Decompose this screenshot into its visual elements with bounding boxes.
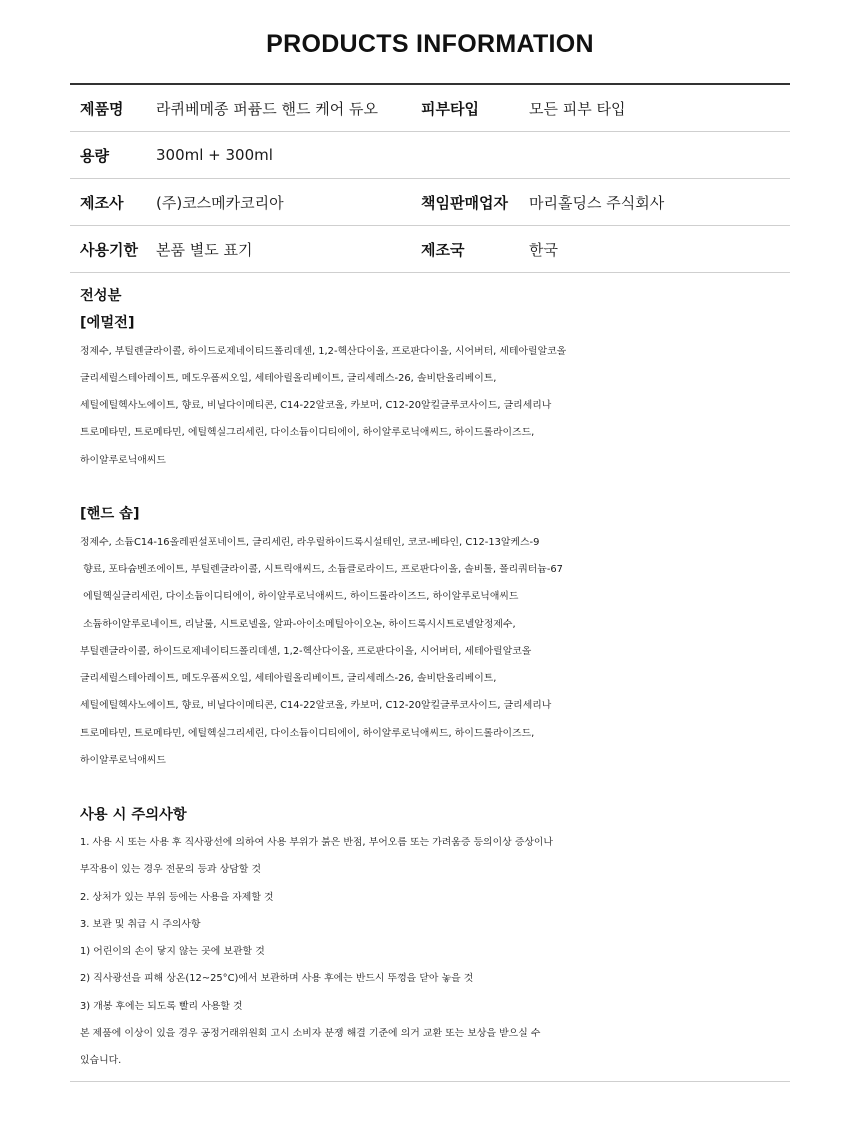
ingredient-line: 글리세릴스테아레이트, 메도우폼씨오일, 세테아릴올리베이트, 글리세레스-26, 솔비탄올리베이트,: [80, 673, 497, 685]
caution-list: [80, 829, 790, 1075]
table-row: [70, 85, 790, 132]
caution-line: 2) 직사광선을 피해 상온(12~25°C)에서 보관하며 사용 후에는 반드시 뚜껑을 닫아 놓을 것: [80, 973, 474, 985]
label-volume: 용량: [80, 146, 109, 165]
ingredient-line: 트로메타민, 트로메타민, 에틸헥실그리세린, 다이소듐이디티에이, 하이알루로닉애씨드, 하이드롤라이즈드,: [80, 727, 535, 739]
label-distributor: 책임판매업자: [421, 193, 508, 212]
emulsion-ingredients: [80, 338, 790, 474]
caution-line: 1) 어린이의 손이 닿지 않는 곳에 보관할 것: [80, 946, 265, 958]
table-row: [70, 179, 790, 226]
caution-line: 본 제품에 이상이 있을 경우 공정거래위원회 고시 소비자 분쟁 해결 기준에 의거 교환 또는 보상을 받으실 수: [80, 1028, 541, 1040]
value-product-name: 라퀴베메종 퍼퓸드 핸드 케어 듀오: [156, 99, 378, 118]
value-distributor: 마리홀딩스 주식회사: [529, 193, 665, 212]
caution-line: 있습니다.: [80, 1055, 122, 1067]
page-title: PRODUCTS INFORMATION: [266, 30, 594, 58]
caution-line: 2. 상처가 있는 부위 등에는 사용을 자제할 것: [80, 891, 274, 903]
ingredient-line: 향료, 포타슘벤조에이트, 부틸렌글라이콜, 시트릭애씨드, 소듐클로라이드, 프로판다이올, 솔비톨, 폴리쿼터늄-67: [80, 563, 563, 575]
emulsion-heading: [에멀전]: [80, 315, 135, 332]
table-row: [70, 132, 790, 179]
product-info-table: [70, 83, 790, 273]
ingredient-line: 부틸렌글라이콜, 하이드로제네이티드폴리데센, 1,2-헥산다이올, 프로판다이올, 시어버터, 세테아릴알코올: [80, 645, 532, 657]
table-row: [70, 226, 790, 273]
ingredient-line: 세틸에틸헥사노에이트, 향료, 비닐다이메티콘, C14-22알코올, 카보머, C12-20알킬글루코사이드, 글리세리나: [80, 400, 552, 412]
label-expiry: 사용기한: [80, 240, 138, 259]
caution-line: 1. 사용 시 또는 사용 후 직사광선에 의하여 사용 부위가 붉은 반점, 부어오름 또는 가려움증 등의이상 증상이나: [80, 836, 553, 848]
ingredient-line: 하이알루로닉애씨드: [80, 755, 166, 767]
ingredient-line: 글리세릴스테아레이트, 메도우폼씨오일, 세테아릴올리베이트, 글리세레스-26, 솔비탄올리베이트,: [80, 372, 497, 384]
label-product-name: 제품명: [80, 99, 124, 118]
hand-soap-heading: [핸드 솝]: [80, 506, 140, 523]
value-country: 한국: [529, 240, 558, 259]
ingredient-line: 소듐하이알루로네이트, 리날룰, 시트로넬올, 알파-아이소메틸아이오논, 하이드록시시트로넬알정제수,: [80, 618, 516, 630]
ingredient-line: 트로메타민, 트로메타민, 에틸헥실그리세린, 다이소듐이디티에이, 하이알루로닉애씨드, 하이드롤라이즈드,: [80, 427, 535, 439]
spacer: [80, 774, 790, 801]
value-skin-type: 모든 피부 타입: [529, 99, 626, 118]
ingredient-line: 정제수, 소듐C14-16올레핀설포네이트, 글리세린, 라우릴하이드록시설테인, 코코-베타인, C12-13알케스-9: [80, 536, 540, 548]
ingredient-line: 하이알루로닉애씨드: [80, 454, 166, 466]
label-manufacturer: 제조사: [80, 193, 124, 212]
caution-line: 3) 개봉 후에는 되도록 빨리 사용할 것: [80, 1000, 243, 1012]
ingredient-line: 에틸헥실글리세린, 다이소듐이디티에이, 하이알루로닉애씨드, 하이드롤라이즈드, 하이알루로닉애씨드: [80, 591, 519, 603]
caution-line: 부작용이 있는 경우 전문의 등과 상담할 것: [80, 864, 262, 876]
value-volume: 300ml + 300ml: [156, 146, 273, 164]
ingredients-heading: 전성분: [80, 288, 122, 304]
caution-line: 3. 보관 및 취급 시 주의사항: [80, 918, 201, 930]
ingredient-line: 정제수, 부틸렌글라이콜, 하이드로제네이티드폴리데센, 1,2-헥산다이올, 프로판다이올, 시어버터, 세테아릴알코올: [80, 345, 567, 357]
details-section: [70, 271, 790, 1082]
ingredient-line: 세틸에틸헥사노에이트, 향료, 비닐다이메티콘, C14-22알코올, 카보머, C12-20알킬글루코사이드, 글리세리나: [80, 700, 552, 712]
caution-heading: 사용 시 주의사항: [80, 806, 187, 823]
label-skin-type: 피부타입: [421, 99, 479, 118]
label-country: 제조국: [421, 240, 465, 259]
value-expiry: 본품 별도 표기: [156, 240, 253, 259]
hand-soap-ingredients: [80, 529, 790, 775]
value-manufacturer: (주)코스메카코리아: [156, 193, 284, 212]
spacer: [80, 474, 790, 501]
